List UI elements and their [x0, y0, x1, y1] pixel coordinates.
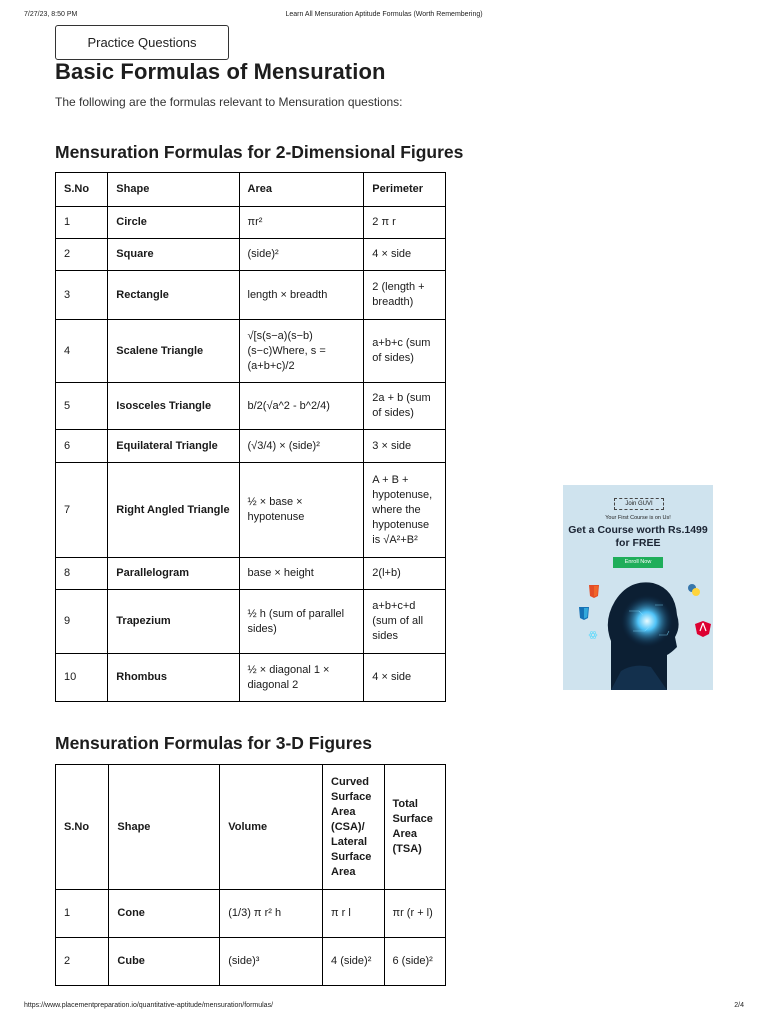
cell-shape: Right Angled Triangle [108, 463, 239, 558]
cell-perimeter: 2 (length + breadth) [364, 271, 446, 320]
cell-area: √[s(s−a)(s−b)(s−c)Where, s = (a+b+c)/2 [239, 320, 364, 383]
angular-logo-icon [695, 621, 711, 637]
cell-area: ½ × base × hypotenuse [239, 463, 364, 558]
cell-area: ½ × diagonal 1 × diagonal 2 [239, 654, 364, 702]
header-tsa: Total Surface Area (TSA) [384, 765, 446, 890]
cell-perimeter: 4 × side [364, 654, 446, 702]
cell-shape: Cone [109, 890, 220, 938]
intro-text: The following are the formulas relevant to Mensuration questions: [55, 95, 403, 109]
table-row [56, 320, 446, 383]
css3-logo-icon [579, 607, 589, 620]
formulas-2d-table [55, 172, 446, 702]
header-shape: Shape [109, 765, 220, 890]
cell-shape: Rectangle [108, 271, 239, 320]
cell-sno: 2 [56, 239, 108, 271]
cell-sno: 10 [56, 654, 108, 702]
cell-csa: 4 (side)² [323, 938, 384, 986]
cell-perimeter: 2 π r [364, 207, 446, 239]
cell-sno: 1 [56, 207, 108, 239]
ad-illustration [563, 571, 713, 690]
ad-subtitle: Your First Course is on Us! [605, 515, 671, 521]
cell-shape: Circle [108, 207, 239, 239]
cell-perimeter: 2a + b (sum of sides) [364, 383, 446, 430]
cell-area: length × breadth [239, 271, 364, 320]
header-area: Area [239, 173, 364, 207]
cell-shape: Trapezium [108, 590, 239, 654]
cell-sno: 2 [56, 938, 109, 986]
cell-perimeter: a+b+c+d (sum of all sides [364, 590, 446, 654]
cell-sno: 6 [56, 430, 108, 463]
cell-area: ½ h (sum of parallel sides) [239, 590, 364, 654]
header-sno: S.No [56, 173, 108, 207]
cell-shape: Rhombus [108, 654, 239, 702]
section-3d-heading: Mensuration Formulas for 3-D Figures [55, 733, 372, 753]
ad-join-label: Join GUVI [614, 498, 664, 510]
practice-questions-button[interactable]: Practice Questions [55, 25, 229, 60]
print-datetime: 7/27/23, 8:50 PM [24, 11, 78, 18]
cell-shape: Cube [109, 938, 220, 986]
table-row [56, 463, 446, 558]
table-row [56, 654, 446, 702]
cell-sno: 7 [56, 463, 108, 558]
header-perimeter: Perimeter [364, 173, 446, 207]
header-csa: Curved Surface Area (CSA)/ Lateral Surface Area [323, 765, 384, 890]
cell-perimeter: 2(l+b) [364, 558, 446, 590]
table-row [56, 938, 446, 986]
cell-perimeter: a+b+c (sum of sides) [364, 320, 446, 383]
cell-tsa: 6 (side)² [384, 938, 446, 986]
cell-sno: 3 [56, 271, 108, 320]
cell-shape: Parallelogram [108, 558, 239, 590]
cell-sno: 4 [56, 320, 108, 383]
header-volume: Volume [220, 765, 323, 890]
cell-volume: (side)³ [220, 938, 323, 986]
section-2d-heading: Mensuration Formulas for 2-Dimensional Figures [55, 142, 464, 162]
cell-area: base × height [239, 558, 364, 590]
page-title: Basic Formulas of Mensuration [55, 59, 386, 84]
table-row [56, 239, 446, 271]
print-url[interactable]: https://www.placementpreparation.io/quantitative-aptitude/mensuration/formulas/ [24, 1002, 274, 1009]
table-row [56, 383, 446, 430]
cell-sno: 1 [56, 890, 109, 938]
print-footer [0, 1002, 768, 1012]
cell-shape: Square [108, 239, 239, 271]
table-row [56, 890, 446, 938]
cell-area: πr² [239, 207, 364, 239]
cell-shape: Isosceles Triangle [108, 383, 239, 430]
cell-sno: 9 [56, 590, 108, 654]
header-shape: Shape [108, 173, 239, 207]
python-logo-icon [688, 584, 700, 596]
table-row [56, 590, 446, 654]
table-header-row [56, 765, 446, 890]
cell-perimeter: 4 × side [364, 239, 446, 271]
html5-logo-icon [589, 585, 599, 598]
table-row [56, 207, 446, 239]
ad-enroll-button[interactable]: Enroll Now [613, 557, 663, 568]
cell-tsa: πr (r + l) [384, 890, 446, 938]
table-row [56, 271, 446, 320]
table-header-row [56, 173, 446, 207]
cell-shape: Equilateral Triangle [108, 430, 239, 463]
print-page-number: 2/4 [734, 1002, 744, 1009]
cell-shape: Scalene Triangle [108, 320, 239, 383]
cell-area: b/2(√a^2 - b^2/4) [239, 383, 364, 430]
react-logo-icon [589, 631, 597, 639]
guvi-ad-banner[interactable] [563, 485, 713, 690]
cell-volume: (1/3) π r² h [220, 890, 323, 938]
formulas-3d-table [55, 764, 446, 986]
ad-headline: Get a Course worth Rs.1499 for FREE [568, 524, 708, 549]
table-row [56, 430, 446, 463]
cell-sno: 5 [56, 383, 108, 430]
header-sno: S.No [56, 765, 109, 890]
cell-area: (side)² [239, 239, 364, 271]
cell-csa: π r l [323, 890, 384, 938]
cell-perimeter: A + B + hypotenuse, where the hypotenuse is √A²+B² [364, 463, 446, 558]
cell-sno: 8 [56, 558, 108, 590]
print-header [0, 11, 768, 21]
table-row [56, 558, 446, 590]
cell-perimeter: 3 × side [364, 430, 446, 463]
print-page-title: Learn All Mensuration Aptitude Formulas (Worth Remembering) [285, 11, 483, 18]
cell-area: (√3/4) × (side)² [239, 430, 364, 463]
